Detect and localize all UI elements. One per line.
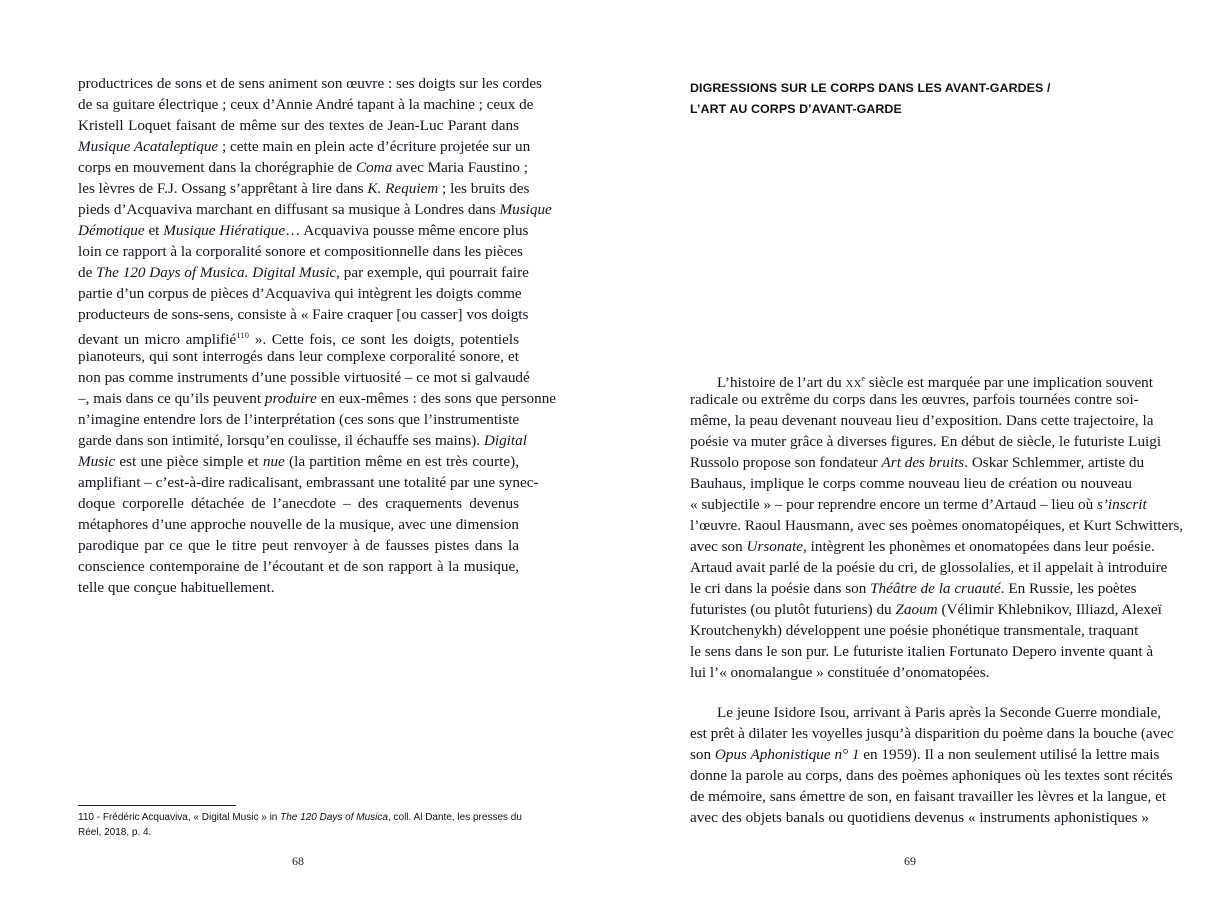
text-run: en 1959). Il a non seulement utilisé la lettre mais <box>859 746 1160 763</box>
text-run: en eux-mêmes : des sons que personne <box>316 390 557 407</box>
text-run: donne la parole au corps, dans des poèmes aphoniques où les textes sont récités <box>690 767 1173 784</box>
text-run: futuristes (ou plutôt futuriens) du <box>690 601 896 618</box>
italic-text: Théâtre de la cruauté <box>870 580 1001 597</box>
text-run: de <box>78 264 97 281</box>
text-line <box>690 723 1174 744</box>
text-run: le cri dans la poésie dans son <box>690 580 871 597</box>
body-text <box>78 73 557 598</box>
text-run: pieds d’Acquaviva marchant en diffusant sa musique à Londres dans <box>78 201 500 218</box>
text-line <box>690 765 1173 786</box>
text-run: devant un micro amplifié <box>78 331 237 348</box>
italic-text: Musique Hiératique <box>163 222 286 239</box>
text-line <box>690 473 1132 494</box>
text-line <box>690 578 1137 599</box>
text-run: de mémoire, sans émettre de son, en faisant travailler les lèvres et la langue, et <box>690 788 1167 805</box>
text-line <box>78 115 519 136</box>
text-line <box>690 515 1184 536</box>
text-run: (Vélimir Khlebnikov, Illiazd, Alexeï <box>937 601 1162 618</box>
text-run: loin ce rapport à la corporalité sonore et compositionnelle dans les pièces <box>78 243 523 260</box>
text-run: métaphores d’une approche nouvelle de la musique, avec une dimension <box>78 516 519 533</box>
text-run: Le jeune Isidore Isou, arrivant à Paris après la Seconde Guerre mondiale, <box>717 704 1162 721</box>
italic-text: Art des bruits <box>881 454 965 471</box>
text-run: Kristell Loquet faisant de même sur des textes de Jean-Luc Parant dans <box>78 117 519 134</box>
text-line <box>78 367 530 388</box>
text-run: est prêt à dilater les voyelles jusqu’à disparition du poème dans la bouche (avec <box>690 725 1174 742</box>
italic-text: Music <box>78 453 116 470</box>
footnote-divider <box>78 805 236 806</box>
text-run: doque corporelle détachée de l’anecdote – des craquements devenus <box>78 495 519 512</box>
text-run: 110 - Frédéric Acquaviva, « Digital Music » in <box>78 812 281 823</box>
text-run: . En Russie, les poètes <box>1000 580 1137 597</box>
text-run: L’histoire de l’art du <box>717 374 846 391</box>
text-run: partie d’un corpus de pièces d’Acquaviva qui intègrent les doigts comme <box>78 285 522 302</box>
italic-text: The 120 Days of Musica <box>280 812 388 823</box>
italic-text: K. Requiem <box>367 180 439 197</box>
text-run: avec des objets banals ou quotidiens devenus « instruments aphonistiques » <box>690 809 1149 826</box>
right-page <box>604 0 1208 912</box>
text-run: l’œuvre. Raoul Hausmann, avec ses poèmes onomatopéiques, et Kurt Schwitters, <box>690 517 1184 534</box>
text-run: avec Maria Faustino ; <box>392 159 529 176</box>
text-run: Russolo propose son fondateur <box>690 454 882 471</box>
text-run: producteurs de sons-sens, consiste à « Faire craquer [ou casser] vos doigts <box>78 306 529 323</box>
text-run: Artaud avait parlé de la poésie du cri, de glossolalies, et il appelait à introduire <box>690 559 1168 576</box>
text-line <box>78 409 519 430</box>
text-line <box>78 262 529 283</box>
text-line <box>78 241 523 262</box>
paragraph-2 <box>690 702 1174 828</box>
text-run: garde dans son intimité, lorsqu’en coulisse, il échauffe ses mains). <box>78 432 484 449</box>
text-run: … Acquaviva pousse même encore plus <box>285 222 529 239</box>
text-line <box>78 220 529 241</box>
text-line <box>78 535 519 556</box>
text-line <box>78 514 519 535</box>
italic-text: The 120 Days of Musica. Digital Music <box>96 264 337 281</box>
text-run: productrices de sons et de sens animent son œuvre : ses doigts sur les cordes <box>78 75 542 92</box>
text-run: Bauhaus, implique le corps comme nouveau lieu de création ou nouveau <box>690 475 1132 492</box>
italic-text: Coma <box>355 159 393 176</box>
italic-text: produire <box>264 390 317 407</box>
text-run: ». Cette fois, ce sont les doigts, potentiels <box>249 331 520 348</box>
text-line <box>690 452 1145 473</box>
text-run: ; cette main en plein acte d’écriture projetée sur un <box>218 138 531 155</box>
text-run: , par exemple, qui pourrait faire <box>336 264 529 281</box>
text-line <box>78 577 519 598</box>
text-line <box>78 346 519 367</box>
italic-text: s’inscrit <box>1096 496 1147 513</box>
text-run: ; les bruits des <box>438 180 530 197</box>
text-run: est une pièce simple et <box>115 453 263 470</box>
text-line <box>690 599 1162 620</box>
text-run: avec son <box>690 538 747 555</box>
italic-text: Zaoum <box>895 601 938 618</box>
text-line <box>78 556 519 577</box>
text-line <box>690 431 1162 452</box>
text-line <box>78 199 552 220</box>
heading-line-2: L’ART AU CORPS D’AVANT-GARDE <box>690 102 902 116</box>
text-run: et <box>144 222 164 239</box>
text-line <box>690 702 1162 723</box>
text-run: telle que conçue habituellement. <box>78 579 275 596</box>
text-line <box>78 451 519 472</box>
page-number: 68 <box>292 854 304 868</box>
text-run: lui l’« onomalangue » constituée d’onomatopées. <box>690 664 990 681</box>
chapter-heading <box>690 78 1051 120</box>
text-line <box>690 744 1160 765</box>
heading-line-1: DIGRESSIONS SUR LE CORPS DANS LES AVANT-GARDES / <box>690 81 1051 95</box>
italic-text: Opus Aphonistique n° 1 <box>714 746 860 763</box>
text-run: siècle est marquée par une implication souvent <box>864 374 1153 391</box>
text-run: xx <box>845 374 862 391</box>
italic-text: Démotique <box>78 222 145 239</box>
text-run: non pas comme instruments d’une possible virtuosité – ce mot si galvaudé <box>78 369 530 386</box>
text-line <box>78 136 531 157</box>
text-line <box>78 388 557 409</box>
text-line <box>690 494 1147 515</box>
text-line <box>690 389 1139 410</box>
text-line <box>690 368 1153 391</box>
text-line <box>78 325 519 346</box>
italic-text: Musique <box>499 201 552 218</box>
italic-text: Digital <box>483 432 527 449</box>
text-line <box>78 304 529 325</box>
text-line <box>690 641 1154 662</box>
footnote <box>78 810 523 840</box>
text-line <box>78 73 542 94</box>
text-run: amplifiant – c’est-à-dire radicalisant, embrassant une totalité par une synec- <box>78 474 539 491</box>
text-line <box>78 283 522 304</box>
italic-text: Ursonate <box>746 538 804 555</box>
text-run: poésie va muter grâce à diverses figures. En début de siècle, le futuriste Luigi <box>690 433 1162 450</box>
text-run: n’imagine entendre lors de l’interprétation (ces sons que l’instrumentiste <box>78 411 520 428</box>
italic-text: nue <box>262 453 285 470</box>
text-run: conscience contemporaine de l’écoutant et de son rapport à la musique, <box>78 558 519 575</box>
text-line <box>78 472 539 493</box>
text-line <box>78 430 527 451</box>
text-run: pianoteurs, qui sont interrogés dans leur complexe corporalité sonore, et <box>78 348 519 365</box>
text-line <box>78 178 530 199</box>
text-line <box>690 620 1139 641</box>
text-run: le sens dans le son pur. Le futuriste italien Fortunato Depero invente quant à <box>690 643 1154 660</box>
paragraph-1 <box>690 368 1184 683</box>
text-line <box>690 662 1132 683</box>
text-run: les lèvres de F.J. Ossang s’apprêtant à lire dans <box>78 180 368 197</box>
text-run: Kroutchenykh) développent une poésie phonétique transmentale, traquant <box>690 622 1139 639</box>
text-run: parodique par ce que le titre peut renvoyer à de fausses pistes dans la <box>78 537 519 554</box>
italic-text: Musique Acataleptique <box>78 138 219 155</box>
text-line <box>78 493 519 514</box>
text-line <box>690 410 1154 431</box>
text-run: (la partition même en est très courte), <box>284 453 519 470</box>
text-line <box>690 807 1149 828</box>
text-run: « subjectile » – pour reprendre encore un terme d’Artaud – lieu où <box>690 496 1097 513</box>
superscript: 110 <box>236 331 250 340</box>
text-line <box>690 557 1168 578</box>
text-line <box>78 94 534 115</box>
text-run: . Oskar Schlemmer, artiste du <box>964 454 1145 471</box>
text-run: son <box>690 746 715 763</box>
text-line <box>78 157 529 178</box>
text-run: radicale ou extrême du corps dans les œuvres, parfois tournées contre soi- <box>690 391 1139 408</box>
page-number: 69 <box>904 854 916 868</box>
text-run: , coll. Al Dante, les presses du Réel, 2018, p. 4. <box>78 812 522 838</box>
text-run: de sa guitare électrique ; ceux d’Annie André tapant à la machine ; ceux de <box>78 96 534 113</box>
text-line <box>690 536 1155 557</box>
text-run: –, mais dans ce qu’ils peuvent <box>78 390 265 407</box>
text-run: corps en mouvement dans la chorégraphie de <box>78 159 356 176</box>
text-run: , intègrent les phonèmes et onomatopées dans leur poésie. <box>803 538 1155 555</box>
text-run: même, la peau devenant nouveau lieu d’exposition. Dans cette trajectoire, la <box>690 412 1154 429</box>
superscript: e <box>861 374 865 383</box>
text-line <box>690 786 1167 807</box>
